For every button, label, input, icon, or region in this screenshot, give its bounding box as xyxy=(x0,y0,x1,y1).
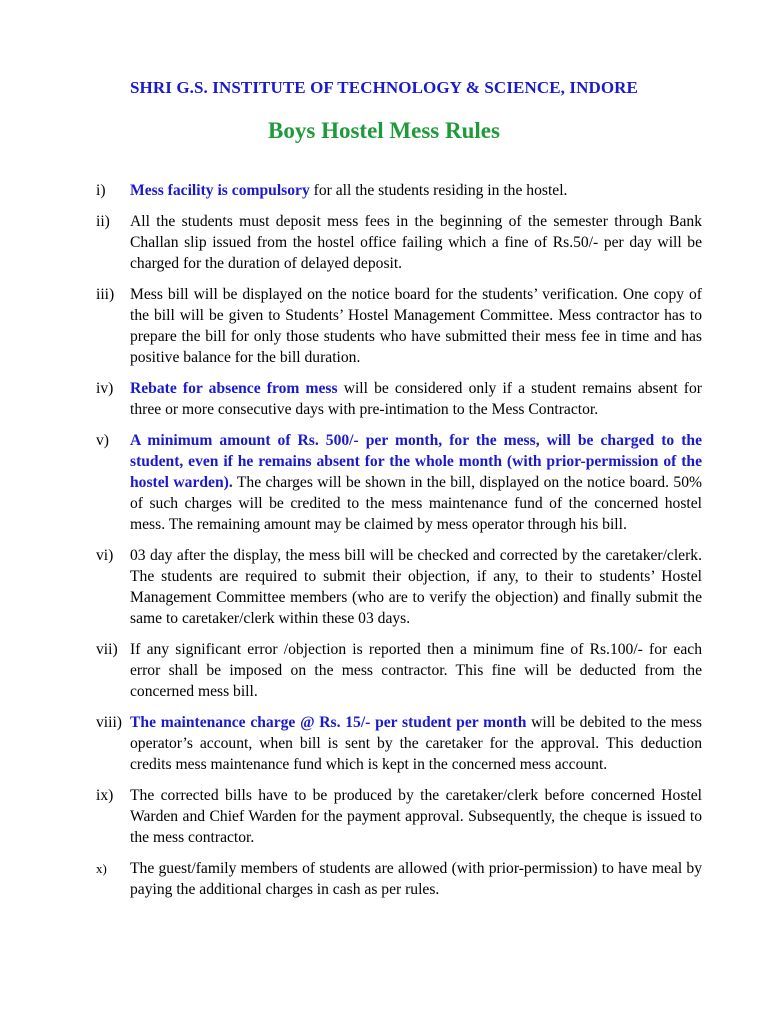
rule-number: ii) xyxy=(96,213,110,230)
rule-text xyxy=(130,180,702,201)
rule-number: i) xyxy=(96,182,106,199)
rule-number: vii) xyxy=(96,641,118,658)
rule-number: v) xyxy=(96,432,109,449)
rule-item xyxy=(96,639,702,702)
rule-item xyxy=(96,211,702,274)
rule-highlight: The maintenance charge @ Rs. 15/- per student per month xyxy=(130,714,527,731)
rule-item xyxy=(96,378,702,420)
rule-text xyxy=(130,545,702,629)
rule-item xyxy=(96,180,702,201)
rule-text xyxy=(130,430,702,535)
rule-number: x) xyxy=(96,861,107,876)
rule-text xyxy=(130,211,702,274)
rule-item xyxy=(96,785,702,848)
rule-body: The guest/family members of students are allowed (with prior-permission) to have meal by paying the additional charges in cash as per rules. xyxy=(130,860,702,898)
rule-text xyxy=(130,284,702,368)
rule-item xyxy=(96,430,702,535)
rule-text xyxy=(130,858,702,900)
rule-body: All the students must deposit mess fees in the beginning of the semester through Bank Challan slip issued from the hostel office failing which a fine of Rs.50/- per day will be charged for the duration of delayed deposit. xyxy=(130,213,702,272)
rule-body: 03 day after the display, the mess bill will be checked and corrected by the caretaker/clerk. The students are required to submit their objection, if any, to their to students’ Hostel Management Committee members (who are to verify the objection) and finally submit the same to caretaker/clerk within these 03 days. xyxy=(130,547,702,627)
rules-list xyxy=(96,180,702,910)
rule-body: will be debited to the mess operator’s account, when bill is sent by the caretaker for the approval. This deduction credits mess maintenance fund which is kept in the concerned mess account. xyxy=(130,714,702,773)
rule-item xyxy=(96,858,702,900)
rule-highlight: Mess facility is compulsory xyxy=(130,182,310,199)
rule-number: vi) xyxy=(96,547,114,564)
rule-text xyxy=(130,785,702,848)
rule-highlight: Rebate for absence from mess xyxy=(130,380,338,397)
rule-number: ix) xyxy=(96,787,114,804)
rule-item xyxy=(96,284,702,368)
rule-text xyxy=(130,378,702,420)
rule-body: The corrected bills have to be produced by the caretaker/clerk before concerned Hostel Warden and Chief Warden for the payment approval. Subsequently, the cheque is issued to the mess contractor. xyxy=(130,787,702,846)
rule-highlight: A minimum amount of Rs. 500/- per month, for the mess, will be charged to the student, even if he remains absent for the whole month (with prior-permission of the hostel warden). xyxy=(130,432,702,491)
rule-item xyxy=(96,545,702,629)
rule-body: If any significant error /objection is reported then a minimum fine of Rs.100/- for each error shall be imposed on the mess contractor. This fine will be deducted from the concerned mess bill. xyxy=(130,641,702,700)
rule-item xyxy=(96,712,702,775)
rule-number: iii) xyxy=(96,286,115,303)
rule-body: Mess bill will be displayed on the notice board for the students’ verification. One copy of the bill will be given to Students’ Hostel Management Committee. Mess contractor has to prepare the bill for only those students who have submitted their mess fee in time and has positive balance for the bill duration. xyxy=(130,286,702,366)
rule-text xyxy=(130,639,702,702)
institute-name: SHRI G.S. INSTITUTE OF TECHNOLOGY & SCIENCE, INDORE xyxy=(130,78,638,97)
rule-number: viii) xyxy=(96,714,122,731)
rule-number: iv) xyxy=(96,380,114,397)
rule-text xyxy=(130,712,702,775)
rule-body: for all the students residing in the hostel. xyxy=(309,182,568,199)
rule-body: The charges will be shown in the bill, displayed on the notice board. 50% of such charges will be credited to the mess maintenance fund of the concerned hostel mess. The remaining amount may be claimed by mess operator through his bill. xyxy=(130,474,702,533)
rule-body: will be considered only if a student remains absent for three or more consecutive days with pre-intimation to the Mess Contractor. xyxy=(130,380,702,418)
page-title: Boys Hostel Mess Rules xyxy=(268,118,500,143)
